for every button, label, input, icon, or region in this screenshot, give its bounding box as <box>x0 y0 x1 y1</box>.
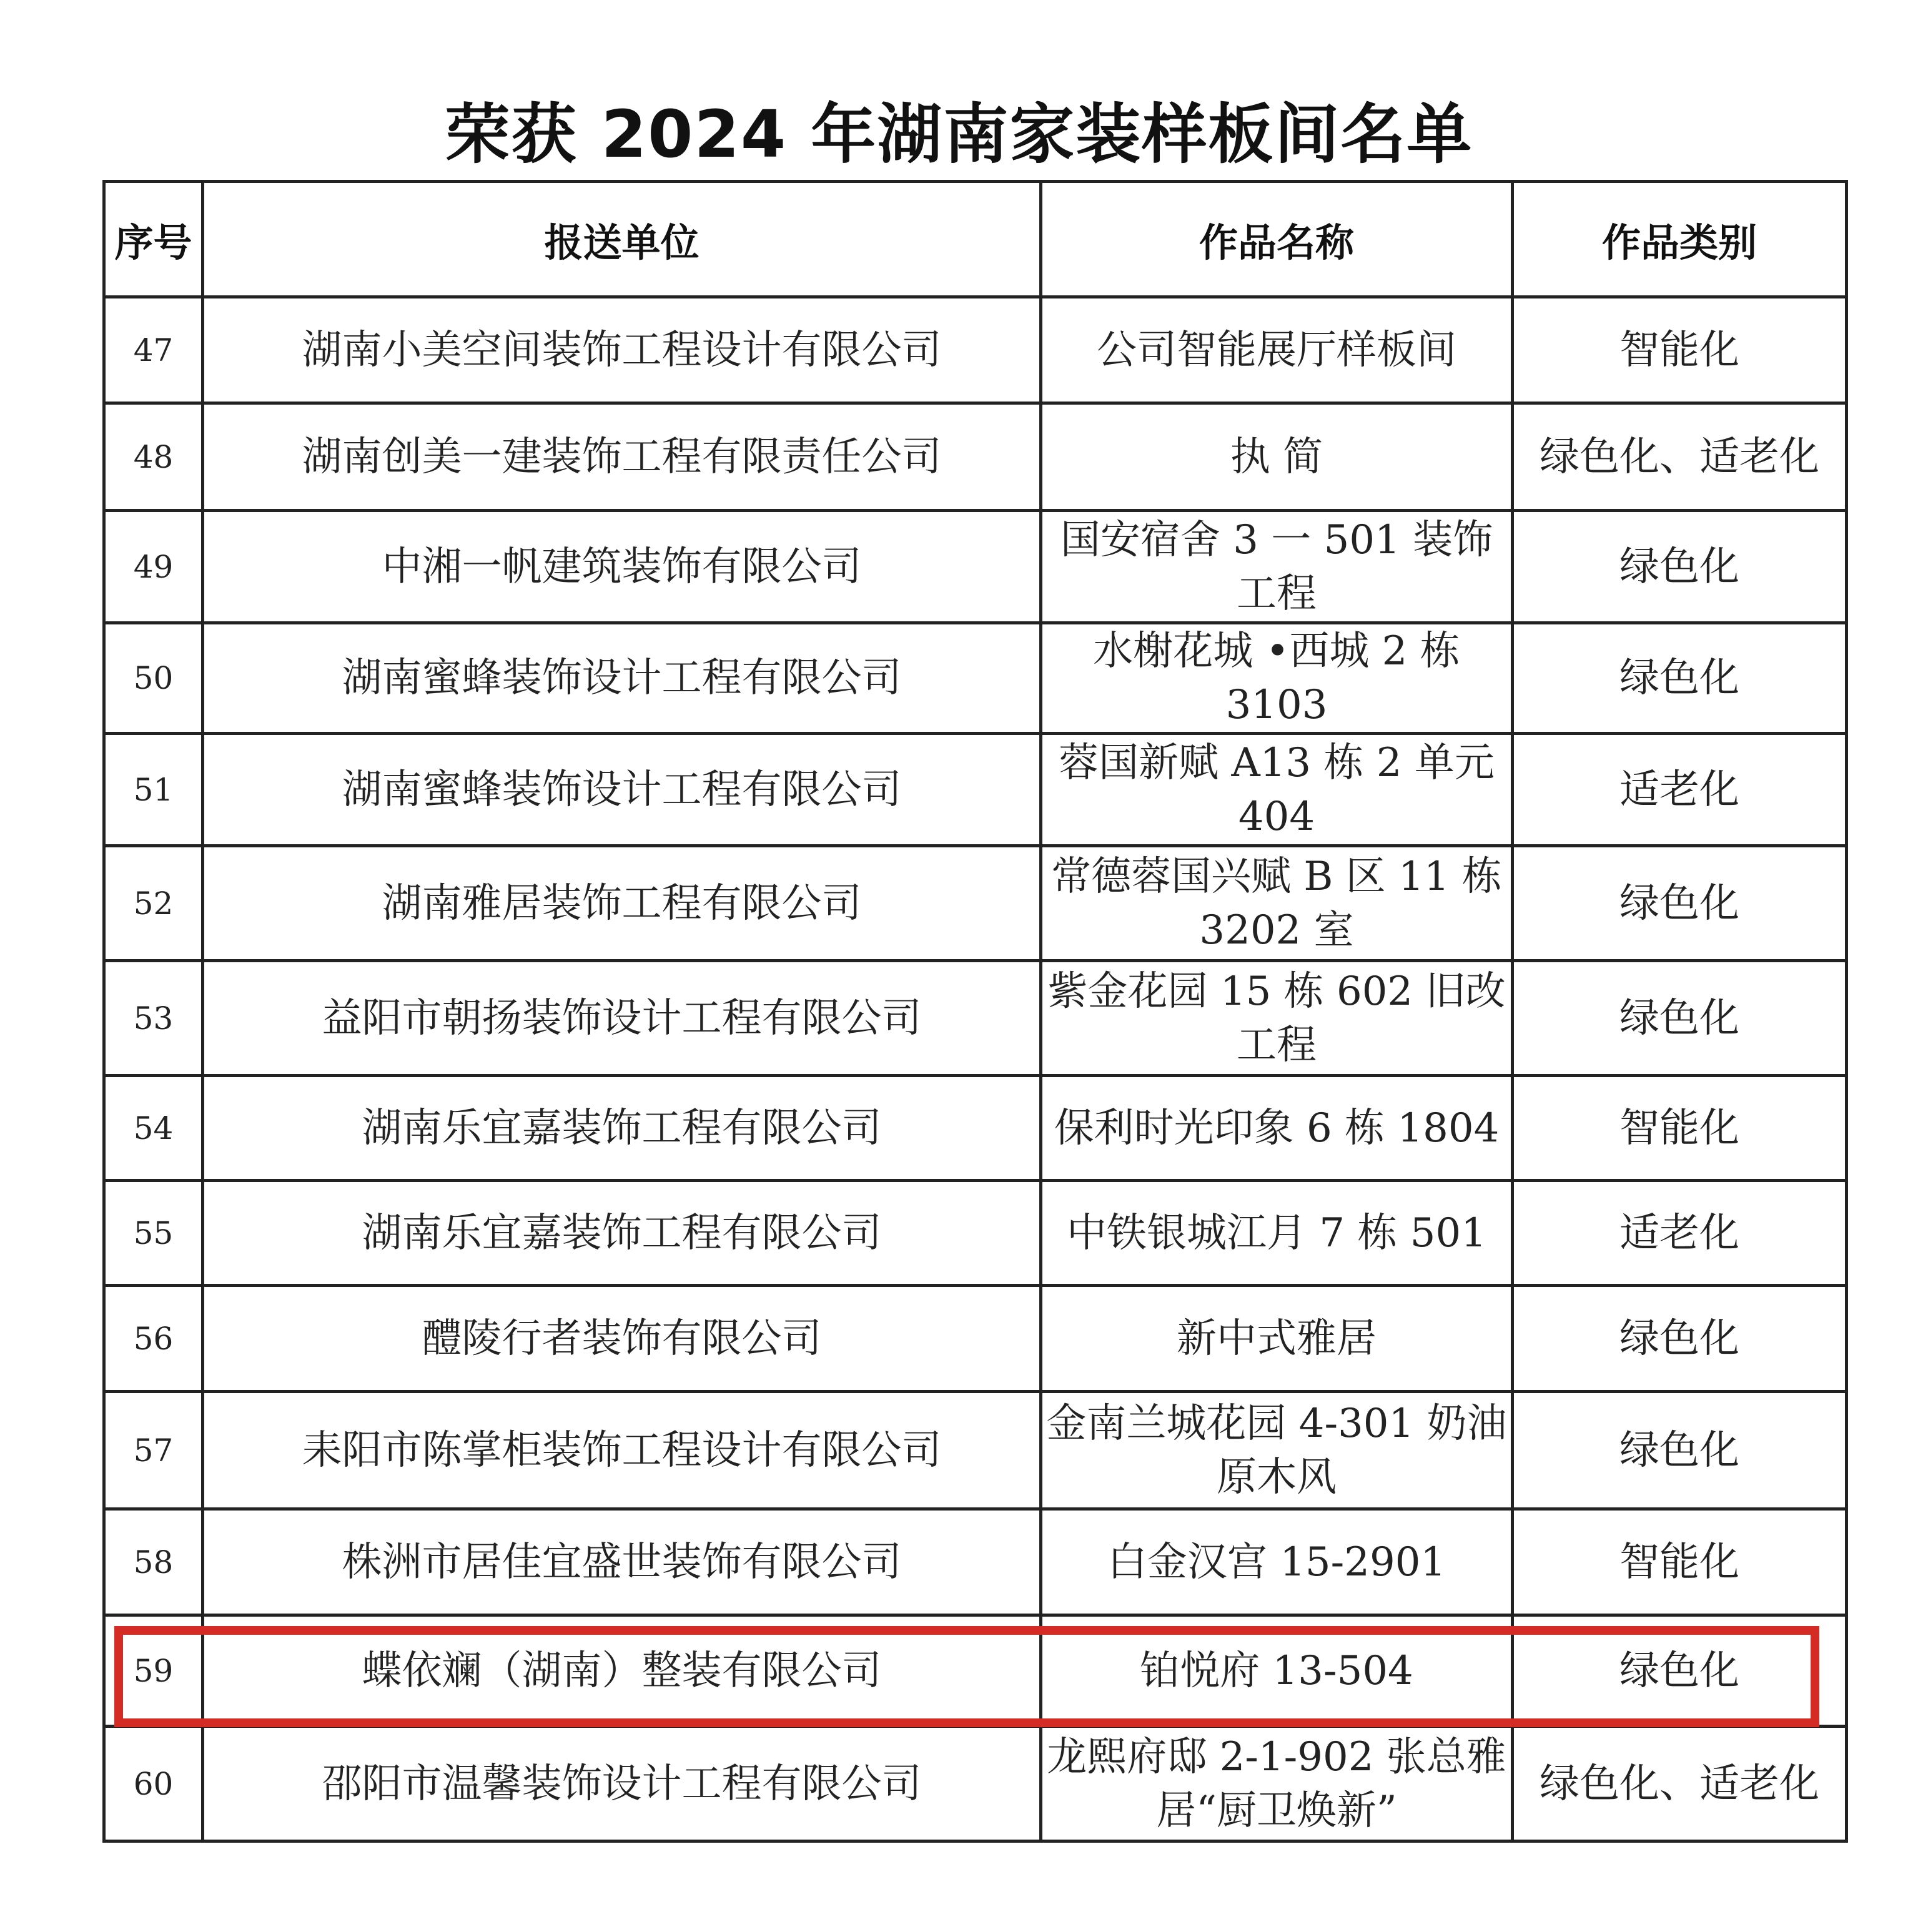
table-row <box>104 734 1847 846</box>
table-row <box>104 1286 1847 1392</box>
cell-no: 57 <box>104 1392 203 1509</box>
cell-category: 绿色化 <box>1513 1392 1847 1509</box>
table-row <box>104 511 1847 623</box>
cell-category: 绿色化、适老化 <box>1513 1727 1847 1841</box>
cell-work: 公司智能展厅样板间 <box>1041 297 1513 403</box>
cell-category: 绿色化 <box>1513 623 1847 734</box>
cell-work: 水榭花城 •西城 2 栋 3103 <box>1041 623 1513 734</box>
cell-work: 龙熙府邸 2-1-902 张总雅居“厨卫焕新” <box>1041 1727 1513 1841</box>
table-row <box>104 1509 1847 1615</box>
table-row <box>104 846 1847 961</box>
table-row <box>104 1181 1847 1286</box>
cell-category: 绿色化 <box>1513 846 1847 961</box>
cell-work: 常德蓉国兴赋 B 区 11 栋 3202 室 <box>1041 846 1513 961</box>
cell-unit: 湖南乐宜嘉装饰工程有限公司 <box>203 1181 1041 1286</box>
table-header-row <box>104 182 1847 297</box>
table-row <box>104 623 1847 734</box>
cell-no: 56 <box>104 1286 203 1392</box>
cell-unit: 湖南蜜蜂装饰设计工程有限公司 <box>203 734 1041 846</box>
cell-unit: 湖南创美一建装饰工程有限责任公司 <box>203 403 1041 511</box>
table-row <box>104 297 1847 403</box>
award-list-table <box>102 180 1848 1843</box>
cell-unit: 湖南小美空间装饰工程设计有限公司 <box>203 297 1041 403</box>
page-title: 荣获 2024 年湖南家装样板间名单 <box>445 96 1473 172</box>
cell-category: 智能化 <box>1513 1509 1847 1615</box>
header-unit: 报送单位 <box>203 182 1041 297</box>
cell-unit: 湖南雅居装饰工程有限公司 <box>203 846 1041 961</box>
cell-work: 国安宿舍 3 一 501 装饰工程 <box>1041 511 1513 623</box>
cell-no: 47 <box>104 297 203 403</box>
table-row <box>104 961 1847 1076</box>
cell-unit: 益阳市朝扬装饰设计工程有限公司 <box>203 961 1041 1076</box>
cell-unit: 中湘一帆建筑装饰有限公司 <box>203 511 1041 623</box>
cell-unit: 株洲市居佳宜盛世装饰有限公司 <box>203 1509 1041 1615</box>
table-row <box>104 1392 1847 1509</box>
cell-unit: 湖南乐宜嘉装饰工程有限公司 <box>203 1076 1041 1181</box>
cell-category: 绿色化 <box>1513 511 1847 623</box>
cell-work: 中铁银城江月 7 栋 501 <box>1041 1181 1513 1286</box>
cell-work: 保利时光印象 6 栋 1804 <box>1041 1076 1513 1181</box>
cell-unit: 蝶依斓（湖南）整装有限公司 <box>203 1615 1041 1727</box>
cell-no: 60 <box>104 1727 203 1841</box>
cell-no: 59 <box>104 1615 203 1727</box>
header-work: 作品名称 <box>1041 182 1513 297</box>
cell-category: 智能化 <box>1513 1076 1847 1181</box>
cell-work: 铂悦府 13-504 <box>1041 1615 1513 1727</box>
table-row <box>104 1727 1847 1841</box>
cell-no: 49 <box>104 511 203 623</box>
cell-no: 54 <box>104 1076 203 1181</box>
cell-category: 适老化 <box>1513 734 1847 846</box>
header-category: 作品类别 <box>1513 182 1847 297</box>
cell-work: 执 简 <box>1041 403 1513 511</box>
cell-unit: 醴陵行者装饰有限公司 <box>203 1286 1041 1392</box>
table-row <box>104 1076 1847 1181</box>
table-row <box>104 403 1847 511</box>
cell-category: 绿色化 <box>1513 1615 1847 1727</box>
cell-unit: 耒阳市陈掌柜装饰工程设计有限公司 <box>203 1392 1041 1509</box>
cell-work: 白金汉宫 15-2901 <box>1041 1509 1513 1615</box>
cell-category: 智能化 <box>1513 297 1847 403</box>
table-row-highlighted <box>104 1615 1847 1727</box>
cell-unit: 湖南蜜蜂装饰设计工程有限公司 <box>203 623 1041 734</box>
cell-no: 51 <box>104 734 203 846</box>
cell-no: 50 <box>104 623 203 734</box>
cell-work: 蓉国新赋 A13 栋 2 单元 404 <box>1041 734 1513 846</box>
cell-category: 绿色化 <box>1513 1286 1847 1392</box>
cell-no: 53 <box>104 961 203 1076</box>
cell-category: 适老化 <box>1513 1181 1847 1286</box>
cell-work: 新中式雅居 <box>1041 1286 1513 1392</box>
header-no: 序号 <box>104 182 203 297</box>
cell-no: 48 <box>104 403 203 511</box>
cell-work: 紫金花园 15 栋 602 旧改工程 <box>1041 961 1513 1076</box>
cell-category: 绿色化、适老化 <box>1513 403 1847 511</box>
cell-no: 52 <box>104 846 203 961</box>
cell-no: 55 <box>104 1181 203 1286</box>
cell-category: 绿色化 <box>1513 961 1847 1076</box>
cell-work: 金南兰城花园 4-301 奶油原木风 <box>1041 1392 1513 1509</box>
cell-unit: 邵阳市温馨装饰设计工程有限公司 <box>203 1727 1041 1841</box>
cell-no: 58 <box>104 1509 203 1615</box>
